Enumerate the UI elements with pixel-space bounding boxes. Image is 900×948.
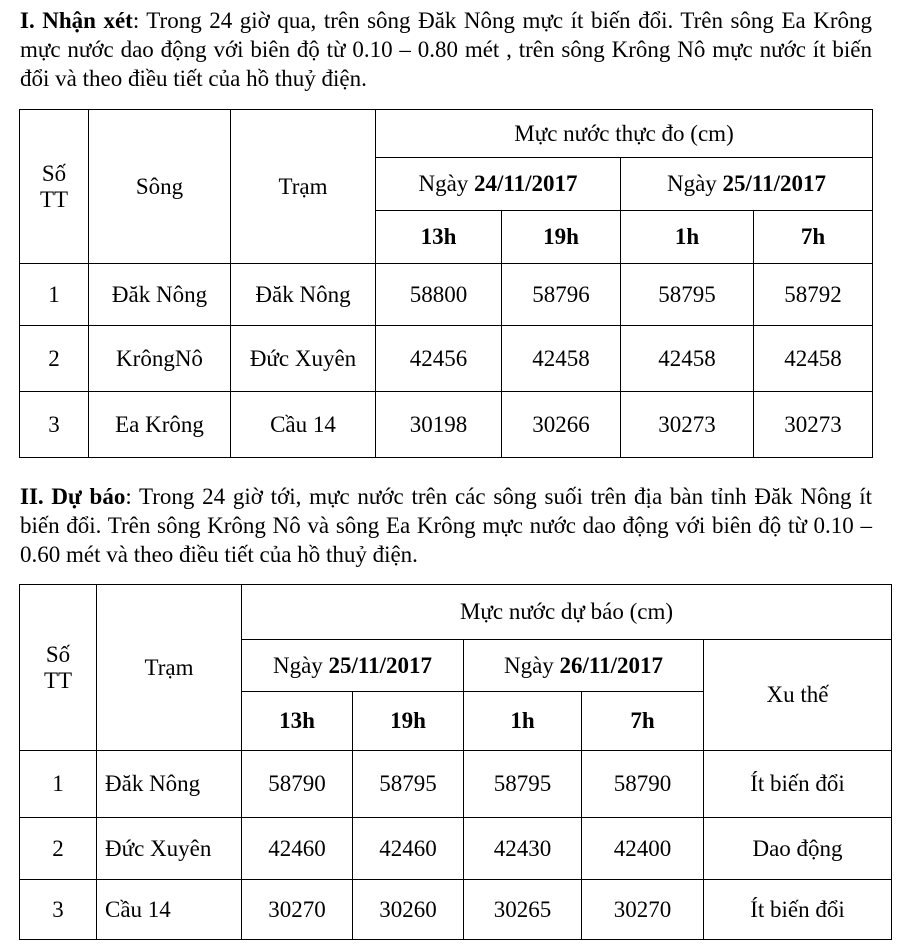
cell-stt: 2 bbox=[20, 818, 97, 880]
header-song: Sông bbox=[89, 110, 231, 264]
cell-value: 42430 bbox=[464, 818, 582, 880]
cell-tram: Cầu 14 bbox=[97, 880, 242, 940]
header-trend: Xu thế bbox=[704, 640, 892, 751]
cell-value: 58795 bbox=[621, 264, 754, 326]
cell-stt: 1 bbox=[20, 264, 89, 326]
cell-value: 42458 bbox=[754, 326, 873, 392]
cell-value: 58795 bbox=[464, 751, 582, 818]
header-time: 19h bbox=[502, 211, 621, 264]
cell-value: 58795 bbox=[353, 751, 464, 818]
header-day2: Ngày 25/11/2017 bbox=[621, 158, 873, 211]
header-measured-level: Mực nước thực đo (cm) bbox=[376, 110, 873, 158]
cell-trend: Dao động bbox=[704, 818, 892, 880]
cell-value: 58800 bbox=[376, 264, 502, 326]
cell-tram: Đăk Nông bbox=[97, 751, 242, 818]
header-forecast-level: Mực nước dự báo (cm) bbox=[242, 585, 892, 640]
header-tram: Trạm bbox=[231, 110, 376, 264]
cell-song: Ea Krông bbox=[89, 392, 231, 458]
header-stt: Số TT bbox=[20, 585, 97, 751]
cell-tram: Đăk Nông bbox=[231, 264, 376, 326]
cell-value: 30265 bbox=[464, 880, 582, 940]
header-time: 1h bbox=[464, 692, 582, 751]
cell-value: 58796 bbox=[502, 264, 621, 326]
cell-value: 58790 bbox=[582, 751, 704, 818]
cell-value: 30273 bbox=[754, 392, 873, 458]
cell-value: 30270 bbox=[242, 880, 353, 940]
cell-value: 30198 bbox=[376, 392, 502, 458]
header-time: 13h bbox=[242, 692, 353, 751]
observation-heading: I. Nhận xét bbox=[20, 8, 133, 33]
cell-value: 30270 bbox=[582, 880, 704, 940]
header-day1: Ngày 24/11/2017 bbox=[376, 158, 621, 211]
cell-value: 42456 bbox=[376, 326, 502, 392]
cell-trend: Ít biến đổi bbox=[704, 751, 892, 818]
header-time: 7h bbox=[754, 211, 873, 264]
forecast-water-level-table bbox=[19, 584, 892, 940]
cell-value: 42460 bbox=[242, 818, 353, 880]
table-row bbox=[20, 880, 892, 940]
header-day2: Ngày 26/11/2017 bbox=[464, 640, 704, 692]
cell-song: KrôngNô bbox=[89, 326, 231, 392]
cell-song: Đăk Nông bbox=[89, 264, 231, 326]
header-tram: Trạm bbox=[97, 585, 242, 751]
cell-stt: 2 bbox=[20, 326, 89, 392]
cell-value: 42458 bbox=[502, 326, 621, 392]
table-row bbox=[20, 326, 873, 392]
header-time: 1h bbox=[621, 211, 754, 264]
cell-trend: Ít biến đổi bbox=[704, 880, 892, 940]
forecast-heading: II. Dự báo bbox=[20, 484, 126, 509]
forecast-text: : Trong 24 giờ tới, mực nước trên các sông suối trên địa bàn tỉnh Đăk Nông ít biến đổi. Trên sông Krông Nô và sông Ea Krông mực nước dao động với biên độ từ 0.10 – 0.60 mét và theo điều tiết của hồ thuỷ điện. bbox=[20, 484, 873, 567]
cell-value: 42400 bbox=[582, 818, 704, 880]
cell-value: 42460 bbox=[353, 818, 464, 880]
cell-value: 30260 bbox=[353, 880, 464, 940]
cell-value: 30273 bbox=[621, 392, 754, 458]
cell-stt: 1 bbox=[20, 751, 97, 818]
cell-value: 42458 bbox=[621, 326, 754, 392]
table-row bbox=[20, 264, 873, 326]
cell-value: 58790 bbox=[242, 751, 353, 818]
cell-tram: Đức Xuyên bbox=[97, 818, 242, 880]
observation-text: : Trong 24 giờ qua, trên sông Đăk Nông mực ít biến đổi. Trên sông Ea Krông mực nước dao động với biên độ từ 0.10 – 0.80 mét , trên sông Krông Nô mực nước ít biến đổi và theo điều tiết của hồ thuỷ điện. bbox=[20, 8, 872, 91]
cell-stt: 3 bbox=[20, 880, 97, 940]
cell-stt: 3 bbox=[20, 392, 89, 458]
measured-water-level-table bbox=[19, 109, 873, 458]
header-time: 19h bbox=[353, 692, 464, 751]
table-row bbox=[20, 751, 892, 818]
cell-value: 30266 bbox=[502, 392, 621, 458]
cell-value: 58792 bbox=[754, 264, 873, 326]
header-time: 13h bbox=[376, 211, 502, 264]
cell-tram: Đức Xuyên bbox=[231, 326, 376, 392]
header-time: 7h bbox=[582, 692, 704, 751]
observation-paragraph bbox=[20, 6, 872, 93]
forecast-paragraph bbox=[20, 482, 872, 569]
header-day1: Ngày 25/11/2017 bbox=[242, 640, 464, 692]
table-row bbox=[20, 818, 892, 880]
cell-tram: Cầu 14 bbox=[231, 392, 376, 458]
table-row bbox=[20, 392, 873, 458]
header-stt: Số TT bbox=[20, 110, 89, 264]
